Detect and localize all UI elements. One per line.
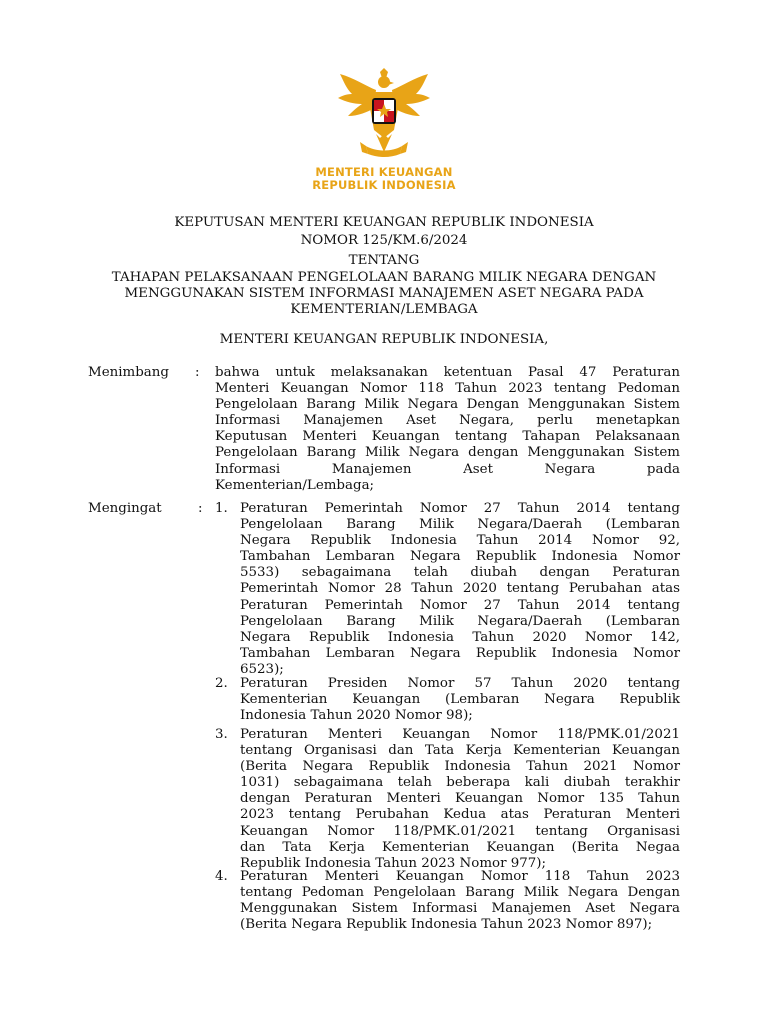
mengingat-line: 6523); — [240, 661, 284, 677]
menimbang-colon: : — [195, 365, 200, 380]
mengingat-item-4 — [240, 869, 680, 933]
menimbang-line: Informasi Manajemen Aset Negara, perlu menetapkan — [215, 413, 680, 429]
mengingat-line: Peraturan Presiden Nomor 57 Tahun 2020 tentang — [240, 676, 680, 691]
menimbang-line: Pengelolaan Barang Milik Negara Dengan Menggunakan Sistem — [215, 397, 680, 413]
mengingat-line: 5533) sebagaimana telah diubah dengan Peraturan — [240, 565, 680, 581]
garuda-emblem-icon — [336, 68, 432, 164]
mengingat-line: Pengelolaan Barang Milik Negara/Daerah (Lembaran — [240, 613, 680, 629]
decree-authority: MENTERI KEUANGAN REPUBLIK INDONESIA, — [219, 332, 549, 347]
mengingat-line: Pemerintah Nomor 28 Tahun 2020 tentang Perubahan atas — [240, 581, 680, 597]
mengingat-line: Menggunakan Sistem Informasi Manajemen Aset Negara — [240, 901, 680, 917]
mengingat-line: (Berita Negara Republik Indonesia Tahun 2023 Nomor 897); — [240, 917, 653, 933]
decree-subject-line1: TAHAPAN PELAKSANAAN PENGELOLAAN BARANG MILIK NEGARA DENGAN — [111, 270, 657, 285]
menimbang-line: Pengelolaan Barang Milik Negara dengan Menggunakan Sistem — [215, 445, 680, 461]
mengingat-line: Pengelolaan Barang Milik Negara/Daerah (Lembaran — [240, 517, 680, 533]
mengingat-line: dan Tata Kerja Kementerian Keuangan (Berita Negaa — [240, 839, 680, 855]
mengingat-line: 1031) sebagaimana telah beberapa kali diubah terakhir — [240, 775, 680, 791]
mengingat-colon: : — [198, 501, 203, 516]
menimbang-line: Keputusan Menteri Keuangan tentang Tahapan Pelaksanaan — [215, 429, 680, 445]
mengingat-line: Peraturan Menteri Keuangan Nomor 118 Tahun 2023 — [240, 869, 680, 884]
decree-about: TENTANG — [348, 253, 420, 268]
mengingat-item-number: 1. — [215, 501, 228, 516]
decree-number: NOMOR 125/KM.6/2024 — [300, 233, 468, 248]
mengingat-line: Peraturan Pemerintah Nomor 27 Tahun 2014 tentang — [240, 501, 680, 516]
mengingat-item-number: 3. — [215, 727, 228, 742]
mengingat-item-2 — [240, 676, 680, 724]
menimbang-line: Informasi Manajemen Aset Negara pada — [215, 461, 680, 477]
mengingat-line: Tambahan Lembaran Negara Republik Indonesia Nomor — [240, 645, 680, 661]
mengingat-line: Peraturan Pemerintah Nomor 27 Tahun 2014 tentang — [240, 597, 680, 613]
mengingat-line: Kementerian Keuangan (Lembaran Negara Republik — [240, 692, 680, 708]
menimbang-text — [215, 365, 680, 494]
menimbang-line: Menteri Keuangan Nomor 118 Tahun 2023 tentang Pedoman — [215, 381, 680, 397]
menimbang-line: bahwa untuk melaksanakan ketentuan Pasal 47 Peraturan — [215, 365, 680, 380]
menimbang-label: Menimbang — [88, 365, 169, 380]
mengingat-line: (Berita Negara Republik Indonesia Tahun 2021 Nomor — [240, 759, 680, 775]
mengingat-item-number: 4. — [215, 869, 228, 884]
mengingat-line: tentang Pedoman Pengelolaan Barang Milik Negara Dengan — [240, 885, 680, 901]
decree-title: KEPUTUSAN MENTERI KEUANGAN REPUBLIK INDONESIA — [174, 215, 594, 230]
mengingat-line: 2023 tentang Perubahan Kedua atas Peraturan Menteri — [240, 807, 680, 823]
mengingat-line: tentang Organisasi dan Tata Kerja Kementerian Keuangan — [240, 743, 680, 759]
mengingat-line: Peraturan Menteri Keuangan Nomor 118/PMK.01/2021 — [240, 727, 680, 742]
mengingat-line: Negara Republik Indonesia Tahun 2020 Nomor 142, — [240, 629, 680, 645]
mengingat-item-number: 2. — [215, 676, 228, 691]
mengingat-line: Keuangan Nomor 118/PMK.01/2021 tentang Organisasi — [240, 823, 680, 839]
mengingat-label: Mengingat — [88, 501, 162, 516]
menimbang-line: Kementerian/Lembaga; — [215, 477, 375, 493]
decree-subject-line2: MENGGUNAKAN SISTEM INFORMASI MANAJEMEN ASET NEGARA PADA — [124, 286, 644, 301]
decree-subject-line3: KEMENTERIAN/LEMBAGA — [290, 302, 478, 317]
emblem-caption-line1: MENTERI KEUANGAN — [315, 165, 453, 179]
mengingat-line: Negara Republik Indonesia Tahun 2014 Nomor 92, — [240, 533, 680, 549]
mengingat-item-3 — [240, 727, 680, 872]
mengingat-line: Indonesia Tahun 2020 Nomor 98); — [240, 708, 473, 724]
emblem-caption-line2: REPUBLIK INDONESIA — [312, 178, 456, 192]
mengingat-item-1 — [240, 501, 680, 678]
mengingat-line: Tambahan Lembaran Negara Republik Indonesia Nomor — [240, 549, 680, 565]
mengingat-line: Republik Indonesia Tahun 2023 Nomor 977); — [240, 855, 547, 871]
mengingat-line: dengan Peraturan Menteri Keuangan Nomor 135 Tahun — [240, 791, 680, 807]
